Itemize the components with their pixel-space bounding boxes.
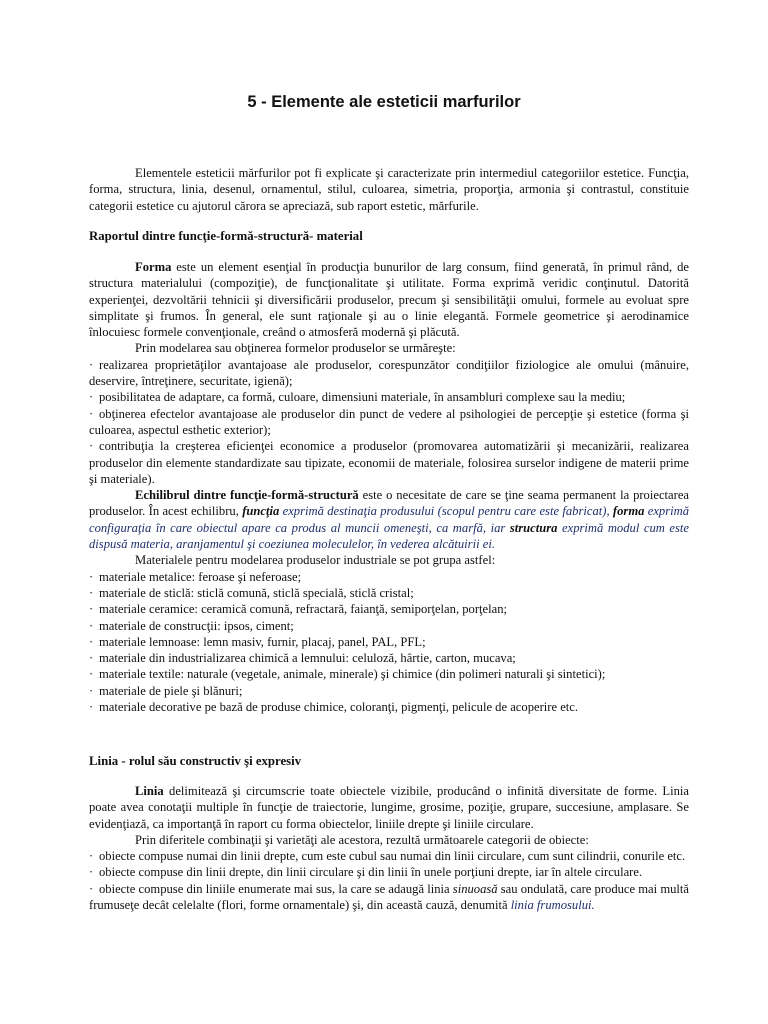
material-text: materiale ceramice: ceramică comună, refractară, faianţă, semiporţelan, porţelan; — [99, 602, 508, 617]
material-text: materiale metalice: feroase şi neferoase; — [99, 569, 302, 584]
bullet-icon: · — [89, 390, 94, 405]
goal-text: posibilitatea de adaptare, ca formă, culoare, dimensiuni materiale, în ansambluri complexe sau la mediu; — [99, 390, 626, 405]
bullet-icon: · — [89, 585, 94, 600]
bullet-icon: · — [89, 849, 94, 864]
forma-paragraph — [89, 259, 689, 340]
list-item — [89, 881, 689, 914]
bullet-icon: · — [89, 881, 94, 896]
bullet-icon: · — [89, 439, 94, 454]
page-title: 5 - Elemente ale esteticii marfurilor — [247, 93, 521, 111]
list-item — [89, 389, 689, 405]
model-intro: Prin modelarea sau obţinerea formelor produselor se urmăreşte: — [135, 341, 456, 356]
bullet-icon: · — [89, 618, 94, 633]
material-text: materiale lemnoase: lemn masiv, furnir, placaj, panel, PAL, PFL; — [99, 634, 426, 649]
eq-forma: forma — [612, 504, 645, 519]
intro-paragraph-block — [89, 165, 689, 214]
bullet-icon: · — [89, 700, 94, 715]
bullet-icon: · — [89, 634, 94, 649]
bullet-icon: · — [89, 651, 94, 666]
intro-paragraph: Elementele esteticii mărfurilor pot fi explicate şi caracterizate prin intermediul categoriilor estetice. Funcţia, forma, structura, linia, desenul, ornamentul, stilul, culoarea, simetria, proporţia, armonia şi contrastul, constituie categorii estetice cu ajutorul cărora se apreciază, sub raport estetic, mărfurile. — [89, 166, 689, 213]
list-item — [89, 683, 689, 699]
eq-structura: structura — [509, 520, 558, 535]
eq-text: exprimă configuraţia în care obiectul apare ca produs al muncii omeneşti, ca marfă, iar — [89, 504, 689, 535]
list-item — [89, 618, 689, 634]
forma-text: este un element esenţial în producţia bunurilor de larg consum, fiind generată, în primul rând, de structura materialului (compoziţie), de funcţionalitate şi utilitate. Forma exprimă veridic conţinutul. Datorită experienţei, dezvoltării tehnicii şi diversificării produselor, precum şi sensibilităţii omului, formele au evoluat spre simplitate şi frumos. În general, ele sunt raţionale şi au o linie elegantă. Formele geometrice şi aerodinamice înlocuiesc formele convenţionale, creând o atmosferă modernă şi plăcută. — [89, 260, 689, 340]
linia-paragraph — [89, 783, 689, 832]
material-text: materiale textile: naturale (vegetale, animale, minerale) şi chimice (din polimeri naturali şi sintetici); — [99, 667, 606, 682]
section2-heading: Linia - rolul său constructiv şi expresiv — [89, 754, 302, 768]
material-text: materiale de piele şi blănuri; — [99, 683, 243, 698]
eq-text: exprimă modul cum este dispusă materia, aranjamentul şi coeziunea moleculelor, în vederea alcătuirii ei. — [89, 520, 689, 552]
bullet-icon: · — [89, 357, 94, 372]
linia-frumosului-term: linia frumosului. — [510, 898, 595, 913]
list-item — [89, 569, 689, 585]
eq-text: este o necesitate de care se ţine seama permanent la proiectarea produselor. În acest echilibru, — [89, 488, 689, 519]
equilibrium-term: Echilibrul dintre funcţie-formă-structură — [135, 488, 359, 503]
section1-body — [89, 259, 689, 715]
bullet-icon: · — [89, 406, 94, 421]
equilibrium-paragraph — [89, 487, 689, 552]
goal-text: contribuţia la creşterea eficienţei economice a produselor (promovarea automatizării şi mecanizării, realizarea produselor din elemente standardizate sau tipizate, economii de materiale, folosirea surselor indigene de materii prime şi materiale). — [89, 439, 689, 486]
sinuoasa-term: sinuoasă — [452, 881, 498, 896]
forma-term: Forma — [135, 260, 172, 274]
section2-heading-block — [89, 753, 689, 769]
list-item — [89, 699, 689, 715]
category-text: obiecte compuse din linii drepte, din linii circulare şi din linii în unele porţiuni drepte, iar în altele circulare. — [99, 865, 643, 880]
bullet-icon: · — [89, 683, 94, 698]
list-item — [89, 357, 689, 390]
category-text: obiecte compuse din liniile enumerate mai sus, la care se adaugă linia — [99, 881, 453, 896]
bullet-icon: · — [89, 569, 94, 584]
materials-intro: Materialele pentru modelarea produselor industriale se pot grupa astfel: — [135, 553, 496, 568]
eq-text: exprimă destinaţia produsului (scopul pentru care este fabricat), — [279, 504, 613, 519]
material-text: materiale de construcţii: ipsos, ciment; — [99, 618, 294, 633]
goal-text: obţinerea efectelor avantajoase ale produselor din punct de vedere al psihologiei de percepţie şi estetice (forma şi culoarea, aspectul esthetic exterior); — [89, 406, 689, 437]
eq-functia: funcţia — [242, 504, 280, 519]
bullet-icon: · — [89, 602, 94, 617]
bullet-icon: · — [89, 667, 94, 682]
list-item — [89, 864, 689, 880]
linia-term: Linia — [135, 784, 164, 798]
list-item — [89, 406, 689, 439]
material-text: materiale de sticlă: sticlă comună, sticlă specială, sticlă cristal; — [99, 585, 414, 600]
section2-body — [89, 783, 689, 913]
category-text: sau ondulată, care produce mai multă frumuseţe decât celelalte (flori, forme ornamentale) şi, din această cauză, denumită — [89, 881, 689, 913]
combo-intro: Prin diferitele combinaţii şi varietăţi ale acestora, rezultă următoarele categorii de obiecte: — [135, 832, 589, 847]
section1-heading-block — [89, 228, 689, 244]
list-item — [89, 585, 689, 601]
goal-text: realizarea proprietăţilor avantajoase ale produselor, corespunzător condiţiilor fiziologice ale omului (mânuire, deservire, întreţinere, securitate, igienă); — [89, 357, 689, 389]
category-text: obiecte compuse numai din linii drepte, cum este cubul sau numai din linii circulare, cum sunt cilindrii, conurile etc. — [99, 849, 686, 864]
list-item — [89, 438, 689, 487]
material-text: materiale din industrializarea chimică a lemnului: celuloză, hârtie, carton, mucava; — [99, 651, 516, 666]
list-item — [89, 666, 689, 682]
linia-text: delimitează şi circumscrie toate obiectele vizibile, producând o infinită diversitate de forme. Linia poate avea conotaţii multiple în funcţie de traiectorie, lungime, grosime, poziţie, grupare, succesiune, amplasare. Se evidenţiază, ca importanţă în raport cu forma obiectelor, liniile drepte şi liniile circulare. — [89, 784, 689, 831]
list-item — [89, 601, 689, 617]
section1-heading: Raportul dintre funcţie-formă-structură- material — [89, 229, 363, 243]
list-item — [89, 848, 689, 864]
list-item — [89, 634, 689, 650]
list-item — [89, 650, 689, 666]
bullet-icon: · — [89, 865, 94, 880]
material-text: materiale decorative pe bază de produse chimice, coloranţi, pigmenţi, pelicule de acoperire etc. — [99, 700, 579, 715]
